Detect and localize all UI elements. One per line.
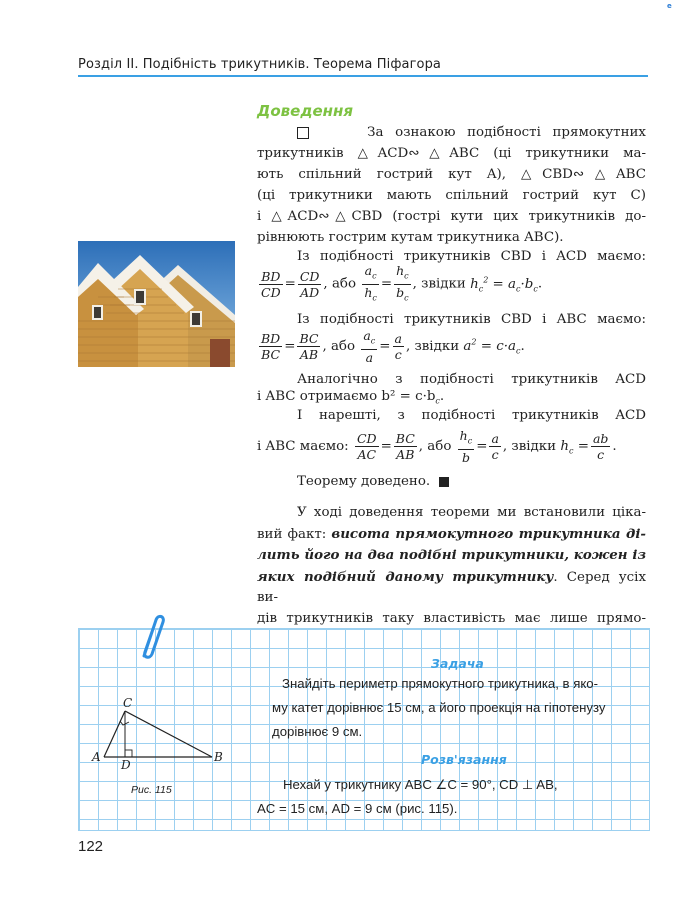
fraction-hc-bc: $\frac{h_c}{b_c}$ xyxy=(396,263,409,302)
proof-step-3-result: і ABC отримаємо $b^2 = c\cdot b_c$. xyxy=(257,389,445,406)
fraction-cd-ac: $\frac{CD}{AC}$ xyxy=(356,430,377,462)
proof-conclusion: Теорему доведено. xyxy=(297,471,449,492)
fraction-ab-c: $\frac{ab}{c}$ xyxy=(592,430,609,462)
proof-line-6: рівнюють гострим кутам трикутника ABC). xyxy=(257,230,564,245)
label-c: C xyxy=(123,696,133,710)
proof-end-square-icon xyxy=(439,477,449,487)
label-b: B xyxy=(214,750,223,764)
fact-line-5: дів трикутників таку властивість має лише прямо- xyxy=(257,610,646,626)
fraction-bc-ab-2: $\frac{BC}{AB}$ xyxy=(395,430,415,462)
running-header: Розділ II. Подібність трикутників. Теорема Піфагора xyxy=(78,57,441,72)
solution-line-1: Нехай у трикутнику ABC ∠C = 90°, CD ⊥ AB, xyxy=(283,777,558,792)
proof-line-4: (ці трикутники мають спільний гострий кут C) xyxy=(257,188,646,203)
fraction-a-c: $\frac{a}{c}$ xyxy=(394,330,402,362)
fraction-a-c-2: $\frac{a}{c}$ xyxy=(491,430,499,462)
proof-intro xyxy=(257,122,646,248)
triangle-figure xyxy=(90,694,230,774)
figure-caption: Рис. 115 xyxy=(131,784,172,796)
solution-title: Розв'язання xyxy=(421,752,507,767)
fact-line-3: лить його на два подібні трикутники, кожен із xyxy=(257,547,646,563)
fraction-cd-ad: $\frac{CD}{AD}$ xyxy=(299,268,320,300)
proof-title: Доведення xyxy=(257,102,353,120)
proof-step-1: Із подібності трикутників CBD і ACD маємо: xyxy=(297,249,646,264)
label-d: D xyxy=(121,758,131,772)
task-line-2: му катет дорівнює 15 см, а його проекція на гіпотенузу xyxy=(272,700,606,715)
proof-step-4: І нарешті, з подібності трикутників ACD xyxy=(297,408,646,423)
solution-line-2: AC = 15 см, AD = 9 см (рис. 115). xyxy=(257,801,458,816)
paperclip-icon xyxy=(132,612,166,660)
proof-line-3: ють спільний гострий кут A), △CBD∾△ABC xyxy=(257,167,646,182)
houses-roof-photo xyxy=(78,241,235,367)
proof-line-1: За ознакою подібності прямокутних xyxy=(257,122,646,143)
fact-line-4: яких подібний даному трикутнику. Серед усіх ви- xyxy=(257,568,646,605)
fact-line-1: У ході доведення теореми ми встановили ціка- xyxy=(297,505,646,520)
fraction-bd-bc: $\frac{BD}{BC}$ xyxy=(261,330,281,362)
fraction-bc-ab: $\frac{BC}{AB}$ xyxy=(299,330,319,362)
proof-line-2: трикутників △ACD∾△ABC (ці трикутники ма- xyxy=(257,146,646,161)
header-rule xyxy=(78,75,648,77)
fraction-ac-hc: $\frac{a_c}{h_c}$ xyxy=(364,263,377,302)
proof-formula-1: $\frac{BD}{CD}$ = $\frac{CD}{AD}$ , або $\frac{a_c}{h_c}$ = $\frac{h_c}{b_c}$ , звідки $h_c^2 = a_c\cdot b_c$. xyxy=(257,263,646,305)
fact-line-2: вий факт: висота прямокутного трикутника ді- xyxy=(257,525,646,542)
solution-text xyxy=(257,773,648,821)
proof-start-square-icon xyxy=(297,127,309,139)
task-title: Задача xyxy=(431,656,484,671)
fraction-ac-a: $\frac{a_c}{a}$ xyxy=(363,328,376,365)
publisher-logo: e xyxy=(667,2,672,10)
page-number: 122 xyxy=(78,838,104,855)
label-a: A xyxy=(92,750,101,764)
proof-step-3: Аналогічно з подібності трикутників ACD xyxy=(297,372,646,387)
task-line-1: Знайдіть периметр прямокутного трикутника, в яко- xyxy=(282,676,598,691)
fraction-bd-cd: $\frac{BD}{CD}$ xyxy=(261,268,281,300)
proof-step-2: Із подібності трикутників CBD і ABC маємо: xyxy=(297,312,646,327)
fraction-hc-b: $\frac{h_c}{b}$ xyxy=(459,428,473,465)
proof-formula-2: $\frac{BD}{BC}$ = $\frac{BC}{AB}$ , або $\frac{a_c}{a}$ = $\frac{a}{c}$ , звідки $a^2 = c\cdot a_c$. xyxy=(261,328,525,365)
proof-line-5: і △ACD∾△CBD (гострі кути цих трикутників до- xyxy=(257,209,646,224)
task-statement xyxy=(272,672,648,744)
task-line-3: дорівнює 9 см. xyxy=(272,724,363,739)
proof-formula-3: і ABC маємо: $\frac{CD}{AC}$ = $\frac{BC}{AB}$ , або $\frac{h_c}{b}$ = $\frac{a}{c}$ , звідки $h_c$ = $\frac{ab}{c}$ . xyxy=(257,428,617,465)
